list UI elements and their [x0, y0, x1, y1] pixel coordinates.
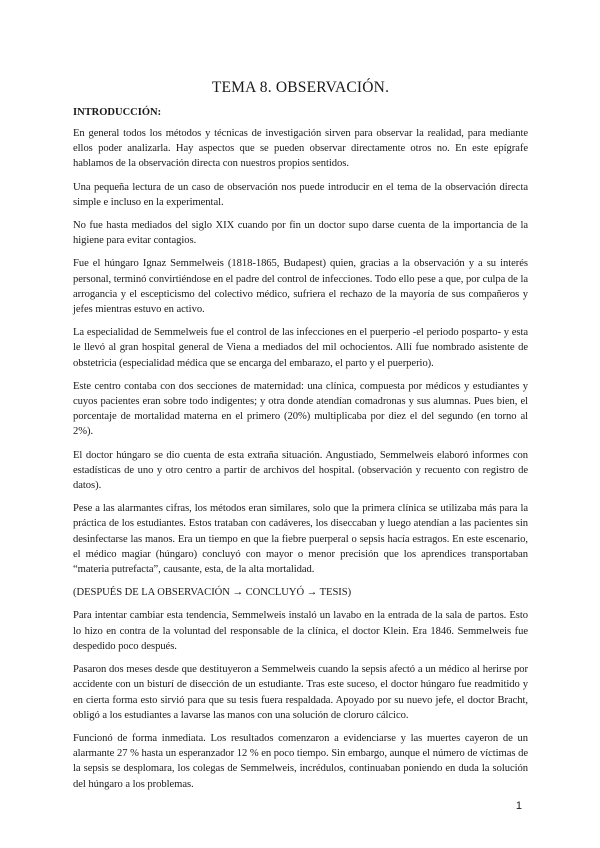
paragraph-6: Este centro contaba con dos secciones de maternidad: una clínica, compuesta por médicos y estudiantes y cuyos pacientes eran sobre todo indigentes; y otra donde atendían comadronas y sus alumnas. Pues bien, el porcentaje de mortalidad materna en el primero (20%) multiplicaba por diez el del segundo (en torno al 2%).	[73, 380, 528, 438]
paragraph-5: La especialidad de Semmelweis fue el control de las infecciones en el puerperio -el periodo posparto- y esta le llevó al gran hospital general de Viena a mediados del mil ochocientos. Allí fue nombrado asistente de obstetricia (especialidad médica que se encarga del embarazo, el parto y el puerperio).	[73, 327, 528, 369]
paragraph-2: Una pequeña lectura de un caso de observación nos puede introducir en el tema de la observación directa simple e incluso en la experimental.	[73, 181, 528, 208]
paragraph-4: Fue el húngaro Ignaz Semmelweis (1818-1865, Budapest) quien, gracias a la observación y a su interés personal, terminó convirtiéndose en el padre del control de infecciones. Todo ello pese a que, por culpa de la arrogancia y el escepticismo del colectivo médico, sufriera el rechazo de la mayoría de sus compañeros y jefes mientras estuvo en activo.	[73, 258, 528, 316]
page-title: TEMA 8. OBSERVACIÓN.	[211, 79, 390, 96]
paragraph-12: Funcionó de forma inmediata. Los resultados comenzaron a evidenciarse y las muertes cayeron de un alarmante 27 % hasta un esperanzador 12 % en poco tiempo. Sin embargo, aunque el número de víctimas de la sepsis se desplomara, los colegas de Semmelweis, incrédulos, continuaban poniendo en duda la solución del húngaro a los problemas.	[73, 732, 528, 790]
paragraph-11: Pasaron dos meses desde que destituyeron a Semmelweis cuando la sepsis afectó a un médico al herirse por accidente con un bisturí de disección de un estudiante. Tras este suceso, el doctor húngaro fue readmitido y en cierta forma esto sirvió para que su tesis fuera respaldada. Apoyado por su nuevo jefe, el doctor Bracht, obligó a los estudiantes a lavarse las manos con una solución de cloruro cálcico.	[73, 664, 528, 721]
paragraph-3: No fue hasta mediados del siglo XIX cuando por fin un doctor supo darse cuenta de la importancia de la higiene para evitar contagios.	[73, 220, 528, 247]
paragraph-1: En general todos los métodos y técnicas de investigación sirven para observar la realidad, para mediante ellos poder analizarla. Hay aspectos que se pueden observar directamente otros no. En este epígrafe hablamos de la observación directa con nuestros propios sentidos.	[73, 128, 528, 170]
section-heading: INTRODUCCIÓN:	[73, 107, 162, 118]
paragraph-10: Para intentar cambiar esta tendencia, Semmelweis instaló un lavabo en la entrada de la sala de partos. Esto lo hizo en contra de la voluntad del responsable de la clínica, el doctor Klein. Era 1846. Semmelweis fue despedido poco después.	[73, 610, 528, 652]
paragraph-8: Pese a las alarmantes cifras, los métodos eran similares, solo que la primera clínica se utilizaba más para la práctica de los estudiantes. Estos trataban con cadáveres, los diseccaban y luego atendían a las pacientes sin desinfectarse las manos. Era un tiempo en que la fiebre puerperal o sepsis hacía estragos. En este escenario, el médico magiar (húngaro) concluyó con mayor o menor precisión que los aprendices transportaban “materia putrefacta”, causante, esta, de la alta mortalidad.	[73, 503, 528, 576]
document-body	[73, 126, 528, 800]
page-number: 1	[515, 800, 522, 812]
observation-summary-line: (DESPUÉS DE LA OBSERVACIÓN → CONCLUYÓ → TESIS)	[73, 587, 352, 599]
paragraph-7: El doctor húngaro se dio cuenta de esta extraña situación. Angustiado, Semmelweis elaboró informes con estadísticas de uno y otro centro a partir de archivos del hospital. (observación y recuento con registro de datos).	[73, 449, 528, 492]
